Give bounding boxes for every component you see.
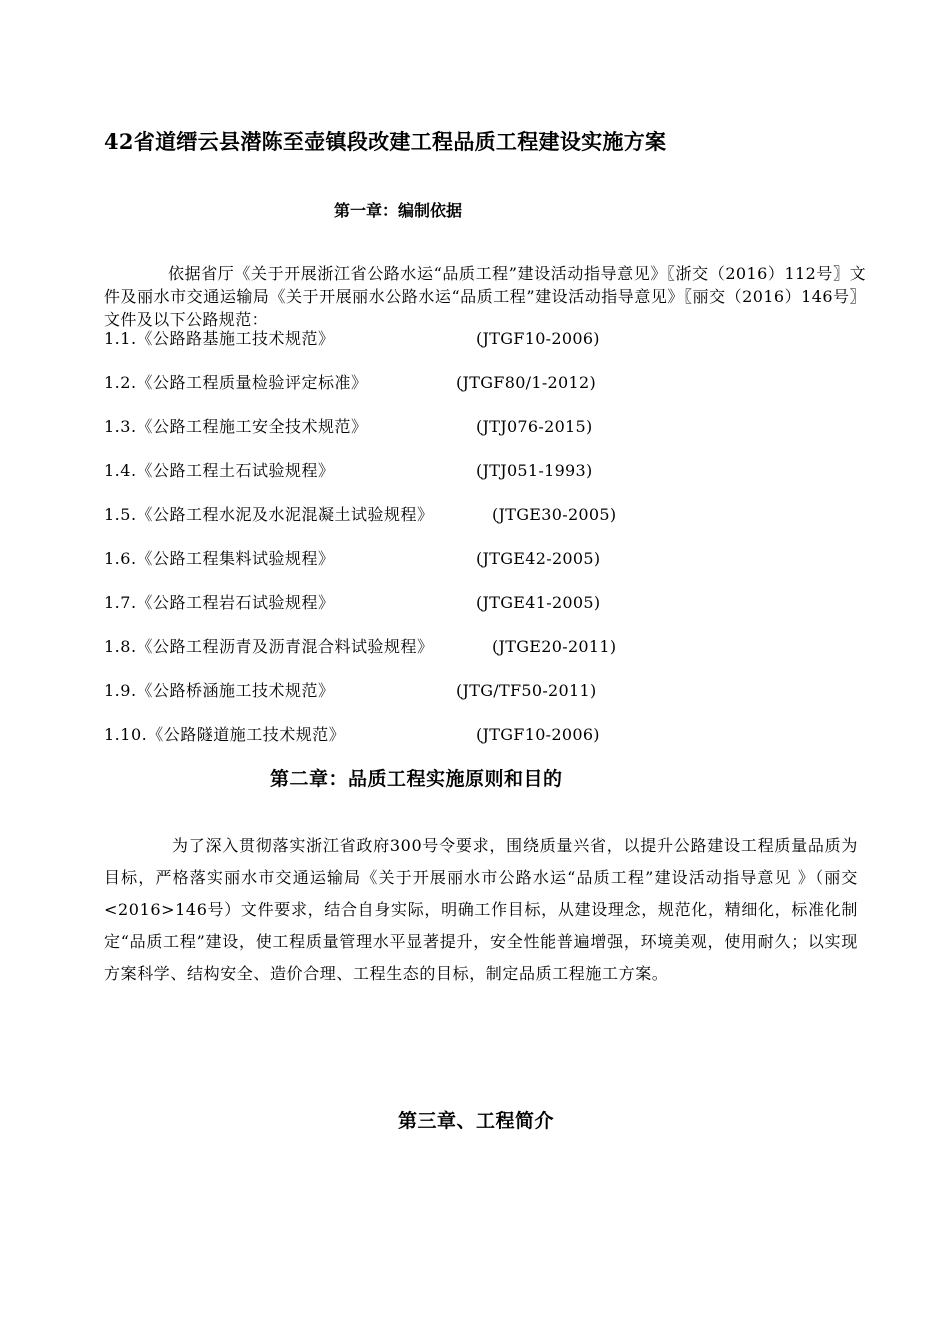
chapter-3-heading: 第三章、工程简介 xyxy=(398,1110,555,1132)
standards-list xyxy=(104,327,704,767)
standard-code: (JTGE41-2005) xyxy=(476,593,601,612)
standard-code: (JTJ051-1993) xyxy=(476,461,593,480)
list-item xyxy=(104,415,704,459)
standard-code: (JTGF80/1-2012) xyxy=(456,373,597,392)
standard-code: (JTGE30-2005) xyxy=(492,505,617,524)
list-item xyxy=(104,503,704,547)
standard-name: 1.8.《公路工程沥青及沥青混合料试验规程》 xyxy=(104,637,434,656)
list-item xyxy=(104,547,704,591)
chapter-2-body: 为了深入贯彻落实浙江省政府300号令要求，围绕质量兴省，以提升公路建设工程质量品质为目标，严格落实丽水市交通运输局《关于开展丽水市公路水运“品质工程”建设活动指导意见 》（丽交<2016>146号）文件要求，结合自身实际，明确工作目标，从建设理念，规范化，精细化，标准化制定“品质工程”建设，使工程质量管理水平显著提升，安全性能普遍增强，环境美观，使用耐久；以实现方案科学、结构安全、造价合理、工程生态的目标，制定品质工程施工方案。 xyxy=(104,836,858,983)
document-title: 42省道缙云县潜陈至壶镇段改建工程品质工程建设实施方案 xyxy=(104,129,667,154)
list-item xyxy=(104,371,704,415)
list-item xyxy=(104,635,704,679)
standard-name: 1.3.《公路工程施工安全技术规范》 xyxy=(104,417,368,436)
standard-name: 1.2.《公路工程质量检验评定标准》 xyxy=(104,373,368,392)
standard-name: 1.5.《公路工程水泥及水泥混凝土试验规程》 xyxy=(104,505,434,524)
standard-name: 1.9.《公路桥涵施工技术规范》 xyxy=(104,681,335,700)
standard-code: (JTGE42-2005) xyxy=(476,549,601,568)
list-item xyxy=(104,459,704,503)
standard-name: 1.6.《公路工程集料试验规程》 xyxy=(104,549,335,568)
standard-name: 1.4.《公路工程土石试验规程》 xyxy=(104,461,335,480)
list-item xyxy=(104,591,704,635)
chapter-1-heading: 第一章：编制依据 xyxy=(334,201,463,220)
chapter-2-heading: 第二章：品质工程实施原则和目的 xyxy=(270,768,563,790)
list-item xyxy=(104,327,704,371)
standard-code: (JTGF10-2006) xyxy=(476,329,600,348)
chapter-1-intro: 依据省厅《关于开展浙江省公路水运“品质工程”建设活动指导意见》〖浙交（2016）112号〗文件及丽水市交通运输局《关于开展丽水公路水运“品质工程”建设活动指导意见》〖丽交（2016）146号〗文件及以下公路规范： xyxy=(104,264,866,329)
standard-name: 1.10.《公路隧道施工技术规范》 xyxy=(104,725,346,744)
standard-name: 1.1.《公路路基施工技术规范》 xyxy=(104,329,335,348)
list-item xyxy=(104,679,704,723)
standard-code: (JTG/TF50-2011) xyxy=(456,681,597,700)
standard-code: (JTJ076-2015) xyxy=(476,417,593,436)
standard-name: 1.7.《公路工程岩石试验规程》 xyxy=(104,593,335,612)
list-item xyxy=(104,723,704,767)
standard-code: (JTGF10-2006) xyxy=(476,725,600,744)
standard-code: (JTGE20-2011) xyxy=(492,637,617,656)
